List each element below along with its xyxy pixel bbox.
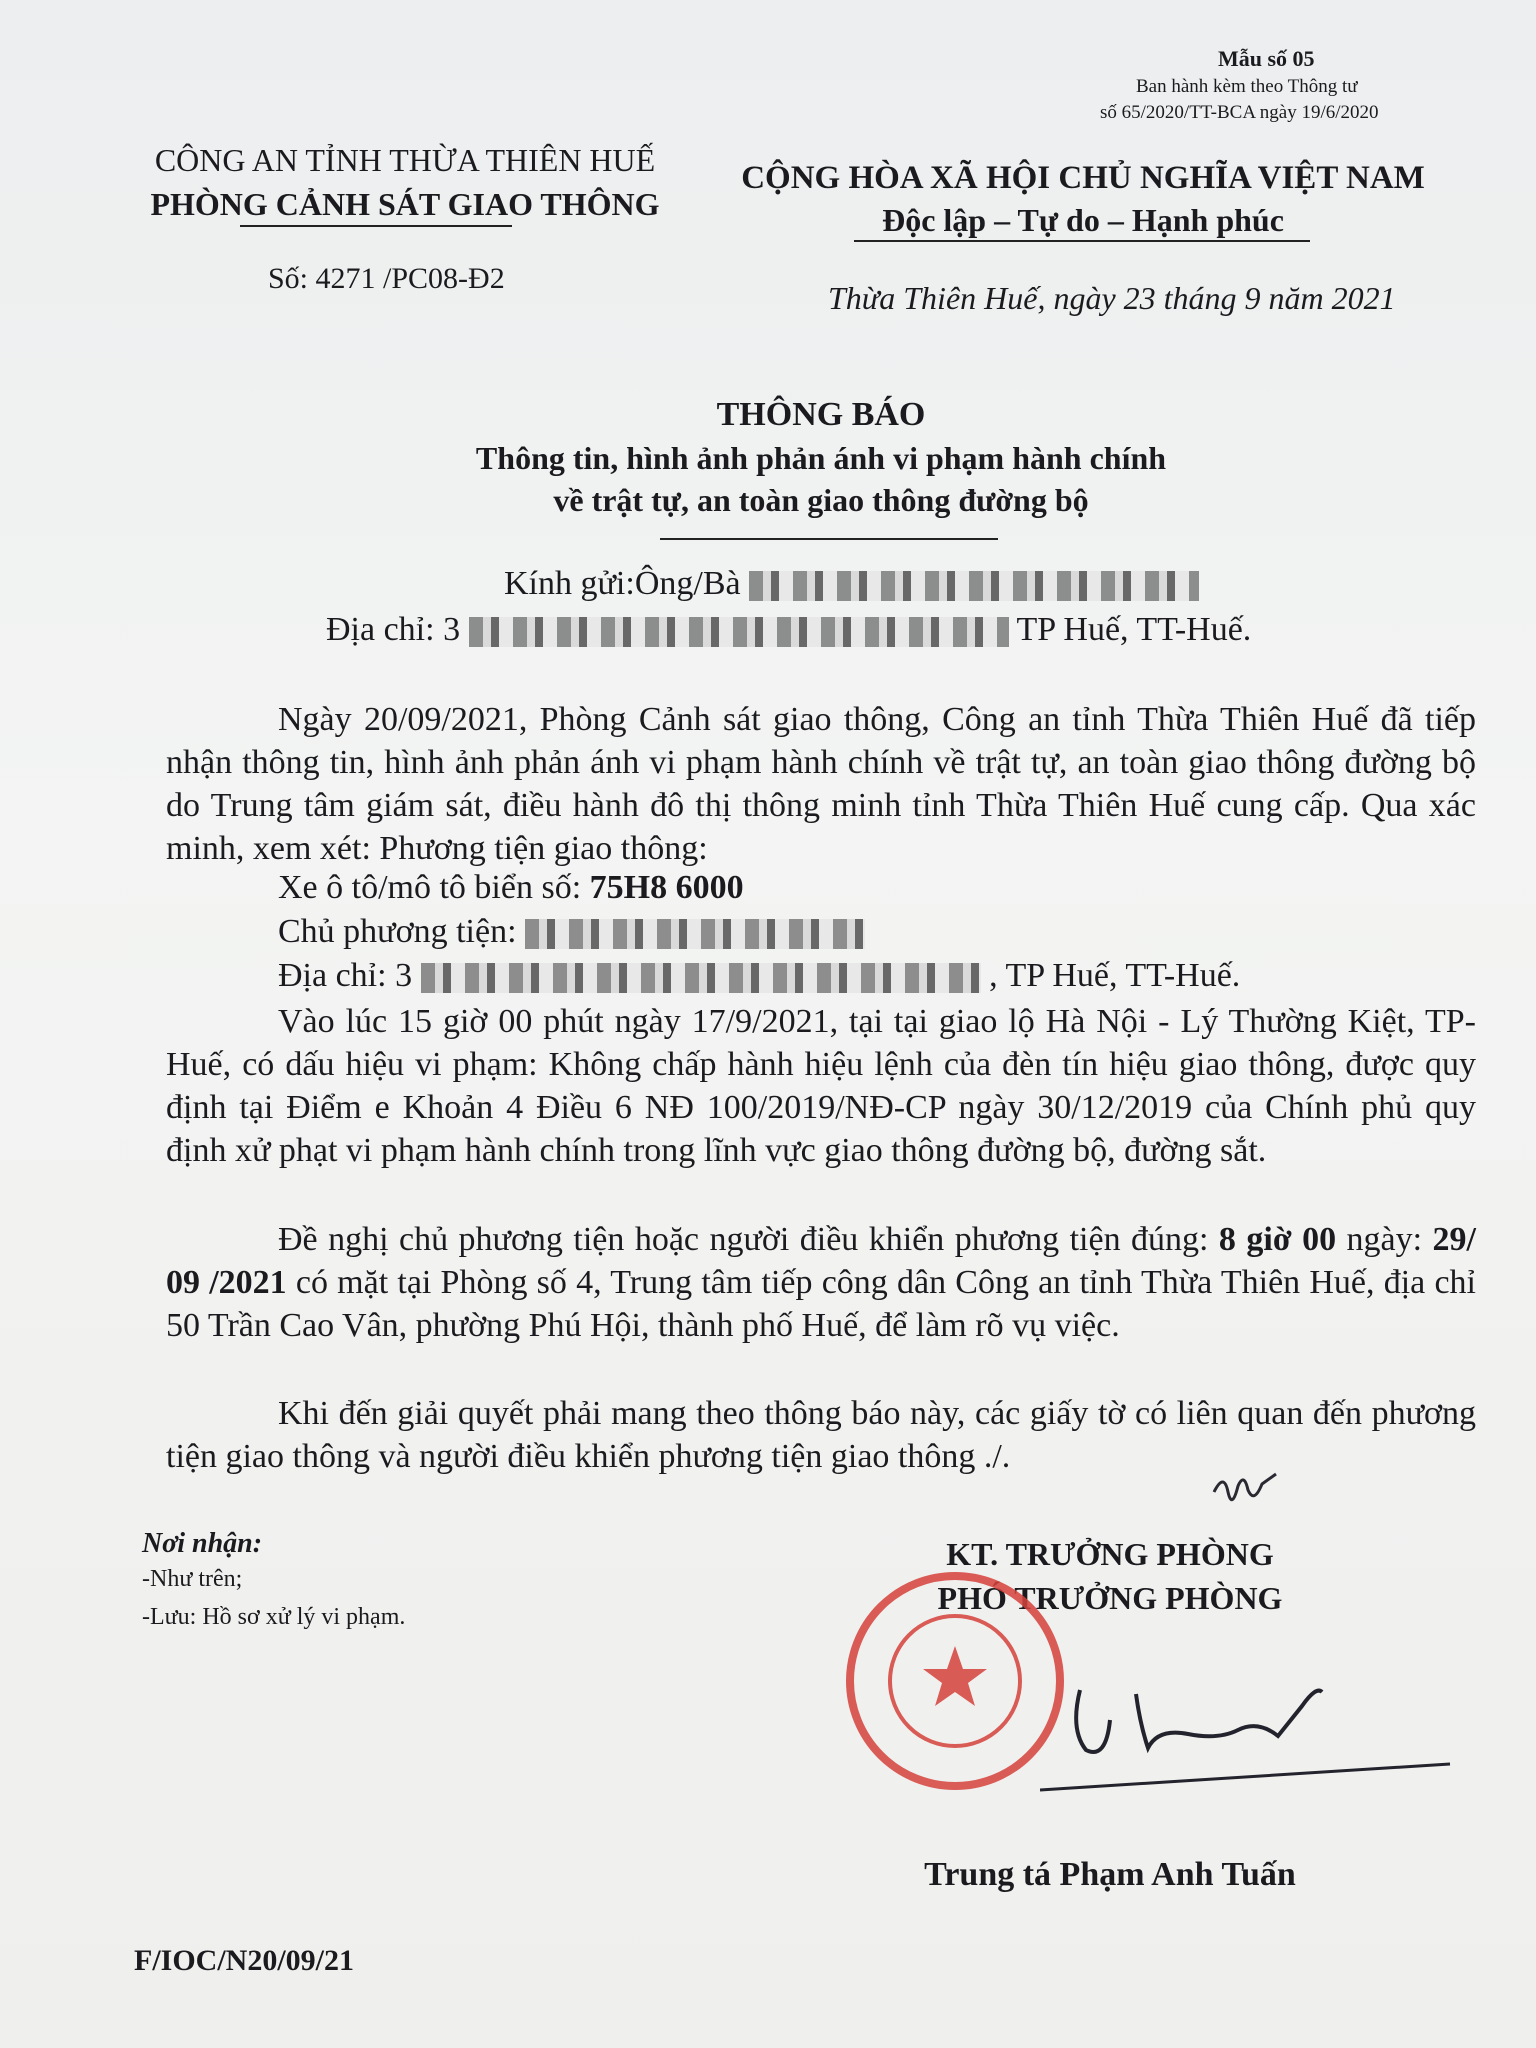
redacted-recipient-address [469,617,1009,647]
agency-parent: CÔNG AN TỈNH THỪA THIÊN HUẾ [154,142,656,178]
body-paragraph-2: Vào lúc 15 giờ 00 phút ngày 17/9/2021, tại tại giao lộ Hà Nội - Lý Thường Kiệt, TP-Huế, có dấu hiệu vi phạm: Không chấp hành hiệu lệnh của đèn tín hiệu giao thông, được quy định tại Điểm e Khoản 4 Điều 6 NĐ 100/2019/NĐ-CP ngày 30/12/2019 của Chính phủ quy định xử phạt vi phạm hành chính trong lĩnh vực giao thông đường bộ, đường sắt. [166,1003,1476,1169]
initials-mark [1206,1462,1286,1522]
recipient-address-line [326,608,1251,651]
owner-address-suffix: , TP Huế, TT-Huế. [989,957,1241,994]
signature-role-2: PHÓ TRƯỞNG PHÒNG [937,1580,1283,1616]
recipients-title: Nơi nhận: [142,1528,263,1559]
owner-line [278,910,865,953]
owner-label: Chủ phương tiện: [278,913,517,950]
motto-underline [854,240,1310,242]
recipients-item-1: -Như trên; [142,1566,243,1592]
body-paragraph-1: Ngày 20/09/2021, Phòng Cảnh sát giao thông, Công an tỉnh Thừa Thiên Huế đã tiếp nhận thông tin, hình ảnh phản ánh vi phạm hành chính về trật tự, an toàn giao thông đường bộ do Trung tâm giám sát, điều hành đô thị thông minh tỉnh Thừa Thiên Huế cung cấp. Qua xác minh, xem xét: Phương tiện giao thông: [166,701,1476,867]
para3-day-label: ngày: [1346,1221,1423,1258]
body-paragraph-3 [166,1218,1476,1347]
signer-name: Trung tá Phạm Anh Tuấn [924,1856,1296,1893]
notice-subtitle-2: về trật tự, an toàn giao thông đường bộ [553,482,1089,518]
owner-address-line [278,954,1240,997]
plate-line [278,866,744,909]
agency-name: PHÒNG CẢNH SÁT GIAO THÔNG [150,186,660,222]
title-underline [660,538,998,540]
para3-start: Đề nghị chủ phương tiện hoặc người điều khiển phương tiện đúng: [278,1221,1209,1258]
seal-star-icon [920,1642,990,1712]
redacted-owner-name [525,919,865,949]
recipients-item-2: -Lưu: Hồ sơ xử lý vi phạm. [142,1604,406,1630]
document-number: Số: 4271 /PC08-Đ2 [268,262,505,295]
notice-title: THÔNG BÁO [716,396,926,433]
body-paragraph-4: Khi đến giải quyết phải mang theo thông báo này, các giấy tờ có liên quan đến phương tiện giao thông và người điều khiển phương tiện giao thông ./. [166,1395,1476,1475]
appointment-time: 8 giờ 00 [1218,1221,1337,1258]
place-date: Thừa Thiên Huế, ngày 23 tháng 9 năm 2021 [828,280,1396,316]
official-seal [846,1572,1064,1790]
nation-name: CỘNG HÒA XÃ HỘI CHỦ NGHĨA VIỆT NAM [741,160,1425,196]
footer-code: F/IOC/N20/09/21 [134,1944,355,1977]
recipient-address-label: Địa chỉ: 3 [326,611,461,648]
handwritten-signature [1040,1670,1460,1810]
form-number: Mẫu số 05 [1218,46,1315,71]
form-issued-line: Ban hành kèm theo Thông tư [1136,76,1358,97]
plate-value: 75H8 6000 [589,869,744,906]
recipient-address-suffix: TP Huế, TT-Huế. [1016,611,1252,648]
form-circular-line: số 65/2020/TT-BCA ngày 19/6/2020 [1100,102,1379,123]
plate-label: Xe ô tô/mô tô biển số: [278,869,582,906]
notice-subtitle-1: Thông tin, hình ảnh phản ánh vi phạm hành chính [475,440,1167,476]
para3-rest: có mặt tại Phòng số 4, Trung tâm tiếp công dân Công an tỉnh Thừa Thiên Huế, địa chỉ 50 Trần Cao Vân, phường Phú Hội, thành phố Huế, để làm rõ vụ việc. [166,1264,1477,1344]
nation-motto: Độc lập – Tự do – Hạnh phúc [882,202,1284,238]
signature-role-1: KT. TRƯỞNG PHÒNG [946,1536,1274,1572]
redacted-owner-address [421,963,981,993]
appointment-date: 29/ 09 /2021 [166,1221,1476,1301]
recipient-line [504,562,1199,605]
recipient-label: Kính gửi:Ông/Bà [504,565,741,602]
redacted-recipient-name [749,571,1199,601]
owner-address-label: Địa chỉ: 3 [278,957,413,994]
agency-underline [240,225,512,227]
